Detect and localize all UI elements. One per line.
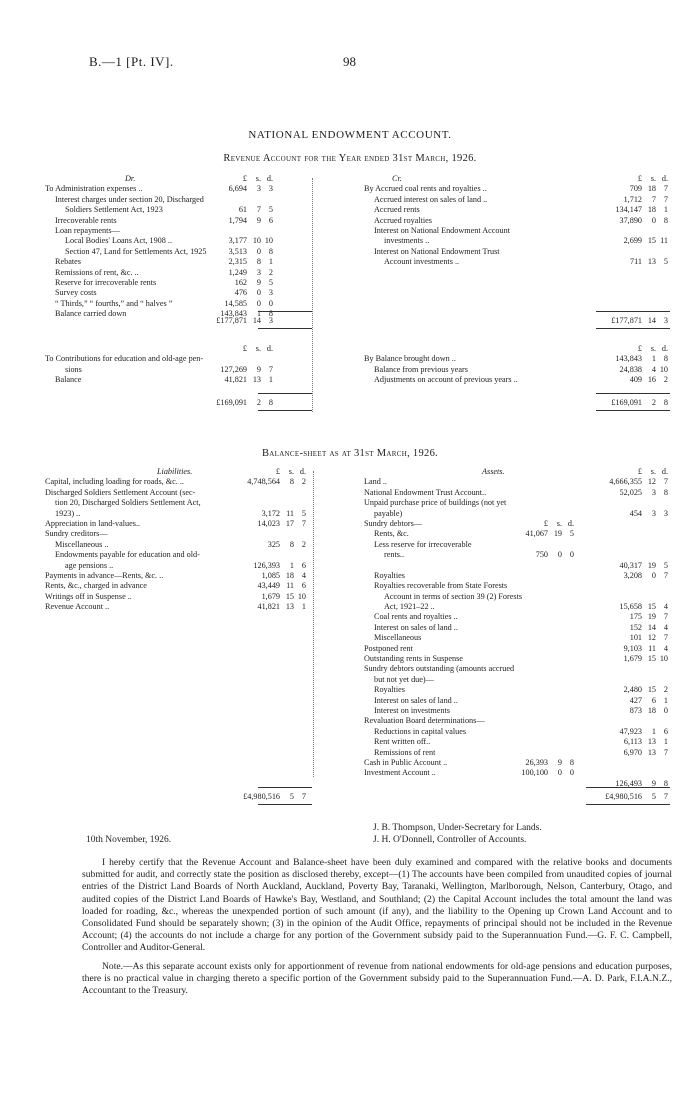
row-label: Remissions of rent, &c. .. — [55, 267, 139, 277]
row-label: Local Bodies' Loans Act, 1908 .. — [65, 236, 172, 246]
row-amount: 454 3 3 — [629, 508, 668, 518]
row-label: Loan repayments— — [55, 225, 120, 235]
row-amount: 2,699 15 11 — [623, 236, 668, 246]
row-amount: 143,843 1 8 — [220, 309, 273, 319]
account-row — [364, 247, 670, 257]
account-row — [45, 375, 273, 385]
row-amount: 24,838 4 10 — [619, 364, 668, 374]
row-label: Royalties — [374, 570, 405, 580]
account-row — [364, 354, 670, 364]
row-amount: 61 7 5 — [238, 205, 273, 215]
row-amount: 40,317 19 5 — [619, 560, 668, 570]
account-row — [45, 561, 310, 571]
revenue-total-left: £177,871 14 3 — [216, 316, 273, 325]
assets-column: Assets. £ s. d. Land .. 4,666,355 12 7 National Endowment Trust Account.. 52,025 3 8 Unpaid purchase price of buildings (not yet payable) 454 3 3 Sundry debtors— £ s. d. Rents, &c. 41,067 19 5 Less reserve for irrecoverable rents.. 750 0 0 40,317 19 5 Royalties 3,208 0 7 Royalties recoverable from State Forests Account in terms of section 39 (2) Forests Act, 1921–22 .. 15,658 15 4 Coal rents and royalties .. 175 19 7 Interest on sales of land .. 152 14 4 Miscellaneous 101 12 7 Postponed rent 9,103 11 4 Outstanding rents in Suspense 1,679 15 10 Sundry debtors outstanding (amounts accrued but not yet due)— Royalties 2,480 15 2 Interest on sales of land .. 427 6 1 Interest on investments 873 18 0 Revaluation Board determinations— Reductions in capital values 47,923 1 6 Rent written off.. 6,113 13 1 Remissions of rent 6,970 13 7 Cash in Public Account .. 26,393 9 8 Investment Account .. 100,100 0 0 126,493 9 8 — [364, 467, 668, 788]
account-row — [45, 299, 273, 309]
account-row — [364, 727, 670, 737]
row-label: Account investments .. — [384, 257, 460, 267]
row-label: Postponed rent — [364, 643, 413, 653]
signoff-date: 10th November, 1926. — [86, 835, 172, 845]
row-label: “ Thirds,” “ fourths,” and “ halves ” — [55, 298, 173, 308]
unit-pence: d. — [266, 174, 273, 183]
row-amount: 41,821 13 1 — [257, 602, 306, 612]
row-label: Interest on National Endowment Account — [374, 225, 510, 235]
row-amount: 325 8 2 — [267, 539, 306, 549]
row-label: Investment Account .. — [364, 768, 436, 778]
row-amount: 1,712 7 7 — [623, 194, 668, 204]
row-amount: 6,113 13 1 — [623, 737, 668, 747]
row-amount: 873 18 0 — [629, 705, 668, 715]
row-amount: 15,658 15 4 — [619, 602, 668, 612]
row-label: By Accrued coal rents and royalties .. — [364, 184, 487, 194]
account-row — [364, 758, 670, 768]
row-amount: 1,794 9 6 — [228, 215, 273, 225]
account-row — [45, 195, 273, 205]
account-row — [364, 365, 670, 375]
unit-pounds: £ — [242, 174, 247, 183]
row-inner-amount: 750 0 0 — [535, 550, 574, 560]
row-label: Revenue Account .. — [45, 602, 110, 612]
account-row — [364, 592, 670, 602]
account-row — [45, 205, 273, 215]
row-label: To Contributions for education and old-age pen- — [45, 354, 204, 364]
revenue-dr-rows — [45, 184, 273, 319]
assets-total: £4,980,516 5 7 — [605, 792, 668, 801]
account-row — [364, 571, 670, 581]
account-row — [45, 602, 310, 612]
row-label: Unpaid purchase price of buildings (not yet — [364, 498, 507, 508]
account-row — [364, 561, 670, 571]
account-row — [364, 498, 670, 508]
signature-controller: J. H. O'Donnell, Controller of Accounts. — [373, 835, 527, 845]
account-row — [45, 184, 273, 194]
account-row — [364, 623, 670, 633]
revenue-dr-header-row — [45, 174, 273, 184]
total-rule — [586, 787, 670, 788]
revenue-heading: Revenue Account for the Year ended 31st March, 1926. — [223, 153, 477, 164]
row-amount: 101 12 7 — [629, 633, 668, 643]
revenue-cr-block2: £ s. d. By Balance brought down .. 143,843 1 8 Balance from previous years 24,838 4 10 Adjustments on account of previous years .. 409 16 2 — [364, 344, 668, 385]
revenue-dr-block2: £ s. d. To Contributions for education and old-age pen- sions 127,269 9 7 Balance 41,821 13 1 — [45, 344, 273, 385]
row-label: Irrecoverable rents — [55, 215, 117, 225]
row-label: Accrued royalties — [374, 215, 432, 225]
account-row — [45, 509, 310, 519]
row-label: Land .. — [364, 477, 387, 487]
row-label: Interest on National Endowment Trust — [374, 246, 500, 256]
account-row — [364, 664, 670, 674]
row-amount: 152 14 4 — [629, 622, 668, 632]
row-label: Revaluation Board determinations— — [364, 716, 485, 726]
revenue-dr-rows-2 — [45, 354, 273, 385]
row-amount: 476 0 3 — [234, 288, 273, 298]
row-label: Account in terms of section 39 (2) Forests — [384, 591, 523, 601]
row-label: Royalties — [374, 685, 405, 695]
account-row — [364, 195, 670, 205]
row-label: Adjustments on account of previous years .. — [374, 375, 518, 385]
row-amount: 43,449 11 6 — [257, 581, 306, 591]
account-row — [45, 268, 273, 278]
row-label: Royalties recoverable from State Forests — [374, 581, 508, 591]
account-row — [364, 748, 670, 758]
page-number: 98 — [343, 54, 356, 69]
account-row — [364, 216, 670, 226]
row-label: Interest on sales of land .. — [374, 622, 458, 632]
balance-heading: Balance-sheet as at 31st March, 1926. — [261, 448, 439, 459]
row-label: rents.. — [384, 550, 405, 560]
account-row — [364, 226, 670, 236]
account-row — [364, 540, 670, 550]
account-title: NATIONAL ENDOWMENT ACCOUNT. — [248, 129, 452, 141]
row-amount: 41,821 13 1 — [224, 375, 273, 385]
revenue-cr-column — [364, 174, 670, 268]
account-row — [45, 571, 310, 581]
row-amount: 9,103 11 4 — [623, 643, 668, 653]
row-label: Miscellaneous .. — [55, 539, 109, 549]
account-row — [45, 540, 310, 550]
account-row — [45, 519, 310, 529]
row-label: Endowments payable for education and old- — [55, 550, 200, 560]
row-label: sions — [65, 364, 82, 374]
account-row — [45, 365, 273, 375]
row-amount: 4,666,355 12 7 — [609, 477, 668, 487]
row-amount: 127,269 9 7 — [220, 364, 273, 374]
row-amount: 2,315 8 1 — [228, 257, 273, 267]
row-amount: 14,585 0 0 — [224, 298, 273, 308]
row-amount: 47,923 1 6 — [619, 726, 668, 736]
row-amount: 711 13 5 — [630, 257, 668, 267]
row-amount: 1,679 15 10 — [261, 591, 306, 601]
row-label: Interest on investments — [374, 705, 450, 715]
account-row — [45, 529, 310, 539]
row-label: age pensions .. — [65, 560, 114, 570]
account-row — [45, 278, 273, 288]
cr-label: Cr. — [392, 174, 402, 183]
total-rule — [258, 311, 312, 312]
liabilities-column: Liabilities. £ s. d. Capital, including loading for roads, &c. .. 4,748,564 8 2 Discharged Soldiers Settlement Account (sec- tion 20, Discharged Soldiers Settlement Act, 1923) .. 3,172 11 5 Appreciation in land-values.. 14,023 17 7 Sundry creditors— Miscellaneous .. 325 8 2 Endowments payable for education and old- age pensions .. 126,393 1 6 Payments in advance—Rents, &c. .. 1,085 18 4 Rents, &c., charged in advance 43,449 11 6 Writings off in Suspense .. 1,679 15 10 Revenue Account .. 41,821 13 1 — [45, 467, 310, 612]
account-row — [45, 288, 273, 298]
account-row — [364, 519, 670, 529]
account-row — [364, 716, 670, 726]
account-row — [364, 685, 670, 695]
row-label: Balance carried down — [55, 309, 127, 319]
account-row — [364, 654, 670, 664]
revenue-total2-right: £169,091 2 8 — [611, 398, 668, 407]
total-rule — [596, 393, 670, 394]
account-row — [364, 602, 670, 612]
row-amount: 14,023 17 7 — [257, 518, 306, 528]
total-rule — [258, 787, 312, 788]
unit-shillings: s. — [255, 174, 261, 183]
account-row — [45, 216, 273, 226]
row-label: Sundry debtors— — [364, 518, 422, 528]
row-label: Accrued rents — [374, 205, 420, 215]
row-label: Interest charges under section 20, Discharged — [55, 194, 204, 204]
row-label: Writings off in Suspense .. — [45, 591, 132, 601]
account-row — [364, 477, 670, 487]
account-row — [364, 675, 670, 685]
certificate-text: I hereby certify that the Revenue Account and Balance-sheet have been duly examined and compared with the relative books and documents submitted for audit, and correctly state the position as disclosed thereby, except—(1) The accounts have been compiled from unaudited copies of journal entries of the District Land Boards of North Auckland, Auckland, Poverty Bay, Taranaki, Wellington, Marlborough, Nelson, Canterbury, Otago, and audited copies of the District Land Boards of Hawke's Bay, Westland, and Southland; (2) the Capital Account includes the total amount the land was loaded for roading, &c., whereas the unexpended portion of such amount (if any), and the liability to the Opening up Crown Land Account and to Consolidated Fund should be separately shown; (3) in the opinion of the Audit Office, repayments of principal should not be included in the Revenue Account; (4) the accounts do not include a charge for any portion of the Government subsidy paid to the Superannuation Fund.—G. F. C. Campbell, Controller and Auditor-General. — [82, 857, 672, 954]
row-label: Soldiers Settlement Act, 1923 — [65, 205, 163, 215]
row-label: Act, 1921–22 .. — [384, 602, 435, 612]
row-label: Rebates — [55, 257, 81, 267]
account-row — [45, 498, 310, 508]
row-label: To Administration expenses .. — [45, 184, 143, 194]
total-rule — [596, 311, 670, 312]
row-label: Reserve for irrecoverable rents — [55, 277, 157, 287]
row-label: Section 47, Land for Settlements Act, 1925 — [65, 246, 207, 256]
account-row — [45, 257, 273, 267]
revenue-cr-rows-2 — [364, 354, 670, 385]
assets-label: Assets. — [482, 467, 505, 476]
row-amount: 37,890 0 8 — [619, 215, 668, 225]
account-row — [45, 247, 273, 257]
account-row — [364, 768, 670, 778]
revenue-total-right: £177,871 14 3 — [611, 316, 668, 325]
account-row — [364, 581, 670, 591]
account-row — [364, 509, 670, 519]
revenue-total2-left: £169,091 2 8 — [216, 398, 273, 407]
row-label: 1923) .. — [55, 508, 81, 518]
row-label: Rent written off.. — [374, 737, 431, 747]
row-label: Survey costs — [55, 288, 97, 298]
total-rule — [258, 393, 312, 394]
account-row — [364, 737, 670, 747]
account-row — [364, 529, 670, 539]
row-amount: 143,843 1 8 — [615, 354, 668, 364]
row-amount: 427 6 1 — [629, 695, 668, 705]
row-label: National Endowment Trust Account.. — [364, 487, 487, 497]
account-row — [364, 488, 670, 498]
account-row — [364, 612, 670, 622]
row-amount: 1,249 3 2 — [228, 267, 273, 277]
account-row — [364, 633, 670, 643]
account-row — [364, 706, 670, 716]
row-amount: 6,694 3 3 — [228, 184, 273, 194]
row-amount: 3,208 0 7 — [623, 570, 668, 580]
total-rule — [258, 328, 312, 329]
row-label: Accrued interest on sales of land .. — [374, 194, 488, 204]
row-amount: 3,172 11 5 — [261, 508, 306, 518]
account-row — [364, 184, 670, 194]
row-label: Miscellaneous — [374, 633, 422, 643]
row-label: Interest on sales of land .. — [374, 695, 458, 705]
row-label: payable) — [374, 508, 403, 518]
row-label: Balance from previous years — [374, 364, 468, 374]
row-label: By Balance brought down .. — [364, 354, 456, 364]
account-row — [364, 644, 670, 654]
account-row — [364, 696, 670, 706]
account-row — [364, 550, 670, 560]
row-label: but not yet due)— — [374, 674, 434, 684]
total-rule — [258, 410, 312, 411]
row-label: Cash in Public Account .. — [364, 757, 448, 767]
row-amount: 134,147 18 1 — [615, 205, 668, 215]
row-inner-amount: 26,393 9 8 — [525, 757, 574, 767]
row-amount: 162 9 5 — [234, 277, 273, 287]
account-row — [364, 257, 670, 267]
row-amount: 709 18 7 — [629, 184, 668, 194]
row-label: investments .. — [384, 236, 430, 246]
document-reference: B.—1 [Pt. IV]. — [89, 54, 174, 69]
row-label: Remissions of rent — [374, 747, 436, 757]
row-amount: 1,679 15 10 — [623, 654, 668, 664]
account-row — [364, 205, 670, 215]
balance-divider — [313, 471, 314, 777]
row-label: Reductions in capital values — [374, 726, 467, 736]
row-inner-amount: 100,100 0 0 — [521, 768, 574, 778]
row-label: Sundry creditors— — [45, 529, 108, 539]
row-amount: 3,513 0 8 — [228, 246, 273, 256]
revenue-cr-header-row — [364, 174, 670, 184]
total-rule — [586, 804, 670, 805]
total-rule — [596, 328, 670, 329]
row-amount: 4,748,564 8 2 — [247, 477, 306, 487]
row-inner-amount: £ s. d. — [543, 518, 574, 528]
row-label: Sundry debtors outstanding (amounts accrued — [364, 664, 515, 674]
account-row — [45, 550, 310, 560]
account-row — [45, 354, 273, 364]
row-label: Capital, including loading for roads, &c. .. — [45, 477, 184, 487]
row-label: Payments in advance—Rents, &c. .. — [45, 570, 164, 580]
account-row — [364, 236, 670, 246]
account-row — [45, 581, 310, 591]
row-label: Balance — [55, 375, 82, 385]
revenue-dr-column — [45, 174, 273, 319]
total-rule — [258, 804, 312, 805]
row-amount: 3,177 10 10 — [228, 236, 273, 246]
revenue-cr-rows — [364, 184, 670, 267]
liabilities-total: £4,980,516 5 7 — [243, 792, 306, 801]
audit-certificate — [82, 857, 672, 997]
row-label: Appreciation in land-values.. — [45, 518, 141, 528]
row-amount: 126,493 9 8 — [615, 778, 668, 788]
unit-pence: d. — [661, 174, 668, 183]
signature-under-secretary: J. B. Thompson, Under-Secretary for Lands. — [373, 823, 542, 833]
liabilities-label: Liabilities. — [157, 467, 193, 476]
row-label: Outstanding rents in Suspense — [364, 654, 463, 664]
total-rule — [596, 410, 670, 411]
account-row — [364, 375, 670, 385]
row-label: Less reserve for irrecoverable — [374, 539, 472, 549]
unit-shillings: s. — [650, 174, 656, 183]
account-row — [45, 236, 273, 246]
revenue-divider — [312, 178, 313, 412]
row-label: Rents, &c. — [374, 529, 409, 539]
row-label: tion 20, Discharged Soldiers Settlement Act, — [55, 498, 201, 508]
liabilities-rows — [45, 477, 310, 612]
account-row — [45, 477, 310, 487]
dr-label: Dr. — [125, 174, 136, 183]
treasury-note: Note.—As this separate account exists only for apportionment of revenue from national endowments for old-age pensions and education purposes, there is no practical value in charging thereto a specific portion of the Government subsidy paid to the Superannuation Fund.—A. D. Park, F.I.A.N.Z., Accountant to the Treasury. — [82, 960, 672, 997]
row-amount: 1,085 18 4 — [261, 570, 306, 580]
assets-rows — [364, 477, 670, 789]
account-row — [45, 592, 310, 602]
row-label: Rents, &c., charged in advance — [45, 581, 147, 591]
row-amount: 6,970 13 7 — [623, 747, 668, 757]
row-amount: 2,480 15 2 — [623, 685, 668, 695]
row-inner-amount: 41,067 19 5 — [525, 529, 574, 539]
row-amount: 175 19 7 — [629, 612, 668, 622]
row-label: Coal rents and royalties .. — [374, 612, 458, 622]
row-amount: 52,025 3 8 — [619, 487, 668, 497]
row-amount: 126,393 1 6 — [253, 560, 306, 570]
row-label: Discharged Soldiers Settlement Account (sec- — [45, 487, 196, 497]
row-amount: 409 16 2 — [629, 375, 668, 385]
account-row — [45, 226, 273, 236]
unit-pounds: £ — [637, 174, 642, 183]
account-row — [45, 488, 310, 498]
